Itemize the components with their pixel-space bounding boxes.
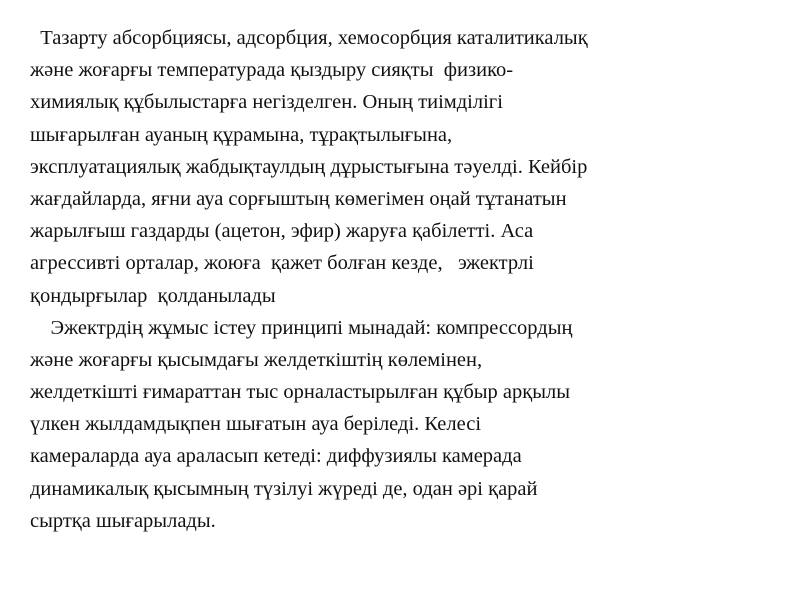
text-line: қондырғылар қолданылады [30,284,276,307]
text-line: Тазарту абсорбциясы, адсорбция, хемосорбция каталитикалық [30,27,588,49]
text-line: динамикалық қысымның түзілуі жүреді де, одан әрі қарай [30,477,538,500]
text-line: эксплуатациялық жабдықтаулдың дұрыстығына тәуелді. Кейбір [30,155,588,178]
text-line: жағдайларда, яғни ауа сорғыштың көмегімен оңай тұтанатын [30,187,567,210]
text-line: агрессивті орталар, жоюға қажет болған кезде, эжектрлі [30,252,534,275]
text-line: шығарылған ауаның құрамына, тұрақтылығына, [30,123,453,146]
text-line: және жоғарғы температурада қыздыру сияқты физико- [30,59,514,82]
text-line: желдеткішті ғимараттан тыс орналастырылған құбыр арқылы [30,381,571,404]
text-line: химиялық құбылыстарға негізделген. Оның тиімділігі [30,91,503,114]
text-line: сыртқа шығарылады. [30,509,216,532]
text-line: камераларда ауа араласып кетеді: диффузиялы камерада [30,445,522,468]
body-text [30,22,780,537]
text-line: үлкен жылдамдықпен шығатын ауа беріледі. Келесі [30,413,482,436]
text-line: және жоғарғы қысымдағы желдеткіштің көлемінен, [30,348,483,371]
text-line: жарылғыш газдарды (ацетон, эфир) жаруға қабілетті. Аса [30,220,534,243]
text-line: Эжектрдің жұмыс істеу принципі мынадай: компрессордың [30,316,573,339]
